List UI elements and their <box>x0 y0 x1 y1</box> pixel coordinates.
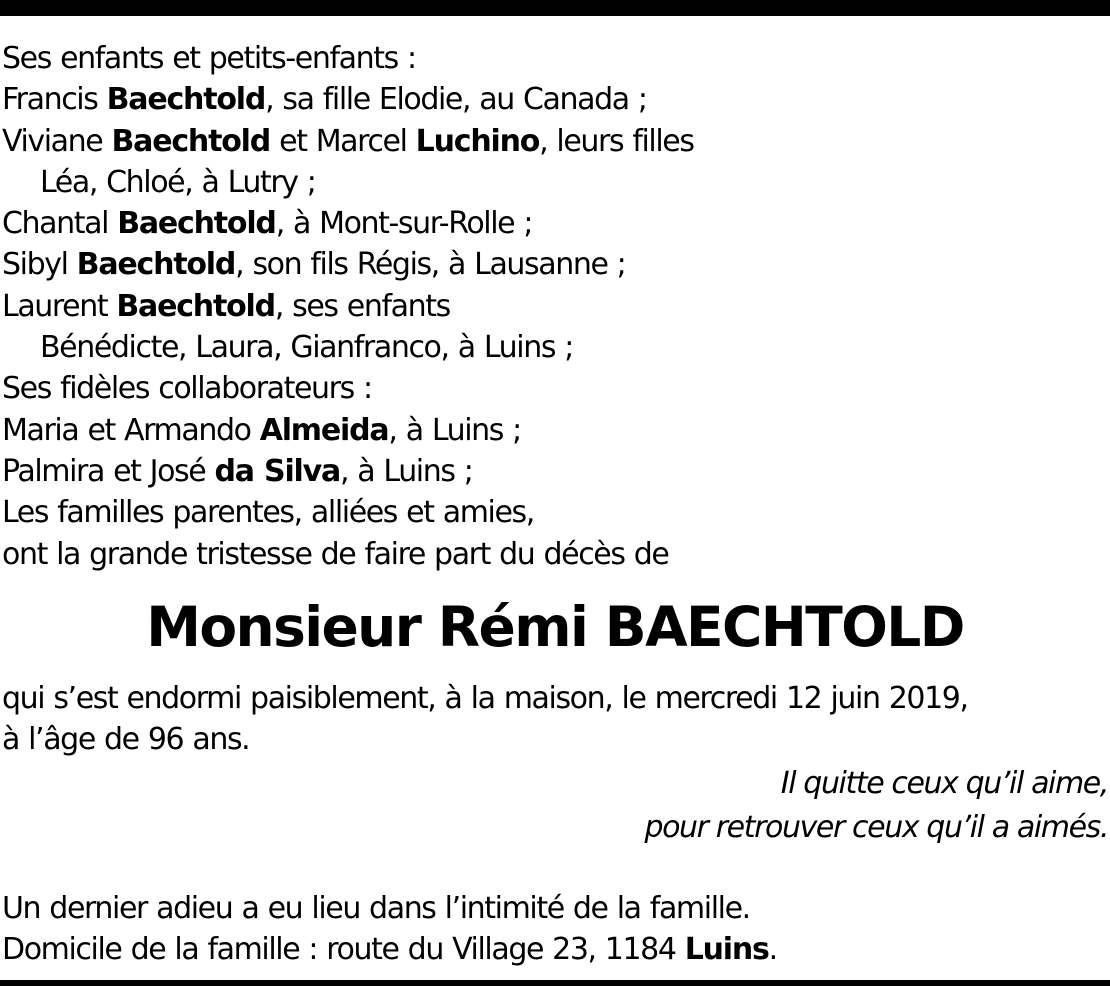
text-segment: Les familles parentes, alliées et amies, <box>2 495 534 531</box>
death-notice-text <box>2 678 968 761</box>
text-segment: Domicile de la famille : route du Village 23, 1184 <box>2 932 685 968</box>
text-line <box>2 203 694 244</box>
family-name: Luchino <box>415 123 540 159</box>
verse-line: pour retrouver ceux qu’il a aimés. <box>644 810 1108 845</box>
text-line <box>2 888 777 929</box>
family-name: da Silva <box>214 453 341 489</box>
text-line <box>2 678 968 719</box>
text-segment: Francis <box>2 82 107 118</box>
text-segment: , ses enfants <box>274 288 450 324</box>
text-segment: Palmira et José <box>2 453 215 489</box>
verse-line: Il quitte ceux qu’il aime, <box>780 766 1108 801</box>
text-segment: à l’âge de 96 ans. <box>2 722 250 758</box>
verse-quote <box>644 762 1108 850</box>
family-name: Baechtold <box>117 206 276 242</box>
text-segment: , sa fille Elodie, au Canada ; <box>265 82 647 118</box>
text-segment: Viviane <box>2 123 112 159</box>
top-rule <box>0 0 1110 16</box>
text-segment: Ses fidèles collaborateurs : <box>2 371 372 407</box>
text-segment: , à Luins ; <box>340 453 473 489</box>
text-line <box>2 492 694 533</box>
text-segment: Maria et Armando <box>2 412 260 448</box>
text-line <box>2 327 694 368</box>
text-line <box>2 162 694 203</box>
family-name: Baechtold <box>116 288 275 324</box>
text-segment: Ses enfants et petits-enfants : <box>2 41 416 76</box>
text-line <box>2 368 694 409</box>
text-line <box>2 286 694 327</box>
text-segment: . <box>768 932 777 968</box>
text-line <box>2 534 694 575</box>
text-segment: ont la grande tristesse de faire part du décès de <box>2 536 669 572</box>
family-list <box>2 38 694 575</box>
text-segment: , à Mont-sur-Rolle ; <box>275 206 533 242</box>
text-segment: , à Luins ; <box>388 412 521 448</box>
text-line <box>2 38 694 79</box>
text-segment: et Marcel <box>270 123 416 159</box>
text-segment: Bénédicte, Laura, Gianfranco, à Luins ; <box>40 330 573 366</box>
family-name: Baechtold <box>106 82 266 118</box>
text-line <box>2 79 694 120</box>
text-segment: Sibyl <box>2 247 77 283</box>
text-segment: Un dernier adieu a eu lieu dans l’intimité de la famille. <box>2 891 750 926</box>
text-line <box>2 451 694 492</box>
text-line <box>2 121 694 162</box>
text-line <box>2 410 694 451</box>
deceased-name: Monsieur Rémi BAECHTOLD <box>146 595 964 659</box>
family-name: Luins <box>684 932 769 968</box>
bottom-rule <box>0 980 1110 986</box>
text-segment: , son fils Régis, à Lausanne ; <box>235 247 626 283</box>
text-segment: Laurent <box>2 288 117 324</box>
text-segment: Chantal <box>2 206 118 242</box>
text-line <box>2 929 777 970</box>
family-name: Baechtold <box>111 123 270 159</box>
text-segment: Léa, Chloé, à Lutry ; <box>40 164 316 200</box>
text-line <box>2 244 694 285</box>
text-segment: , leurs filles <box>539 123 694 159</box>
ceremony-info <box>2 888 777 971</box>
family-name: Baechtold <box>76 247 236 283</box>
family-name: Almeida <box>259 412 389 448</box>
text-line <box>2 719 968 760</box>
text-segment: qui s’est endormi paisiblement, à la maison, le mercredi 12 juin 2019, <box>2 681 968 716</box>
